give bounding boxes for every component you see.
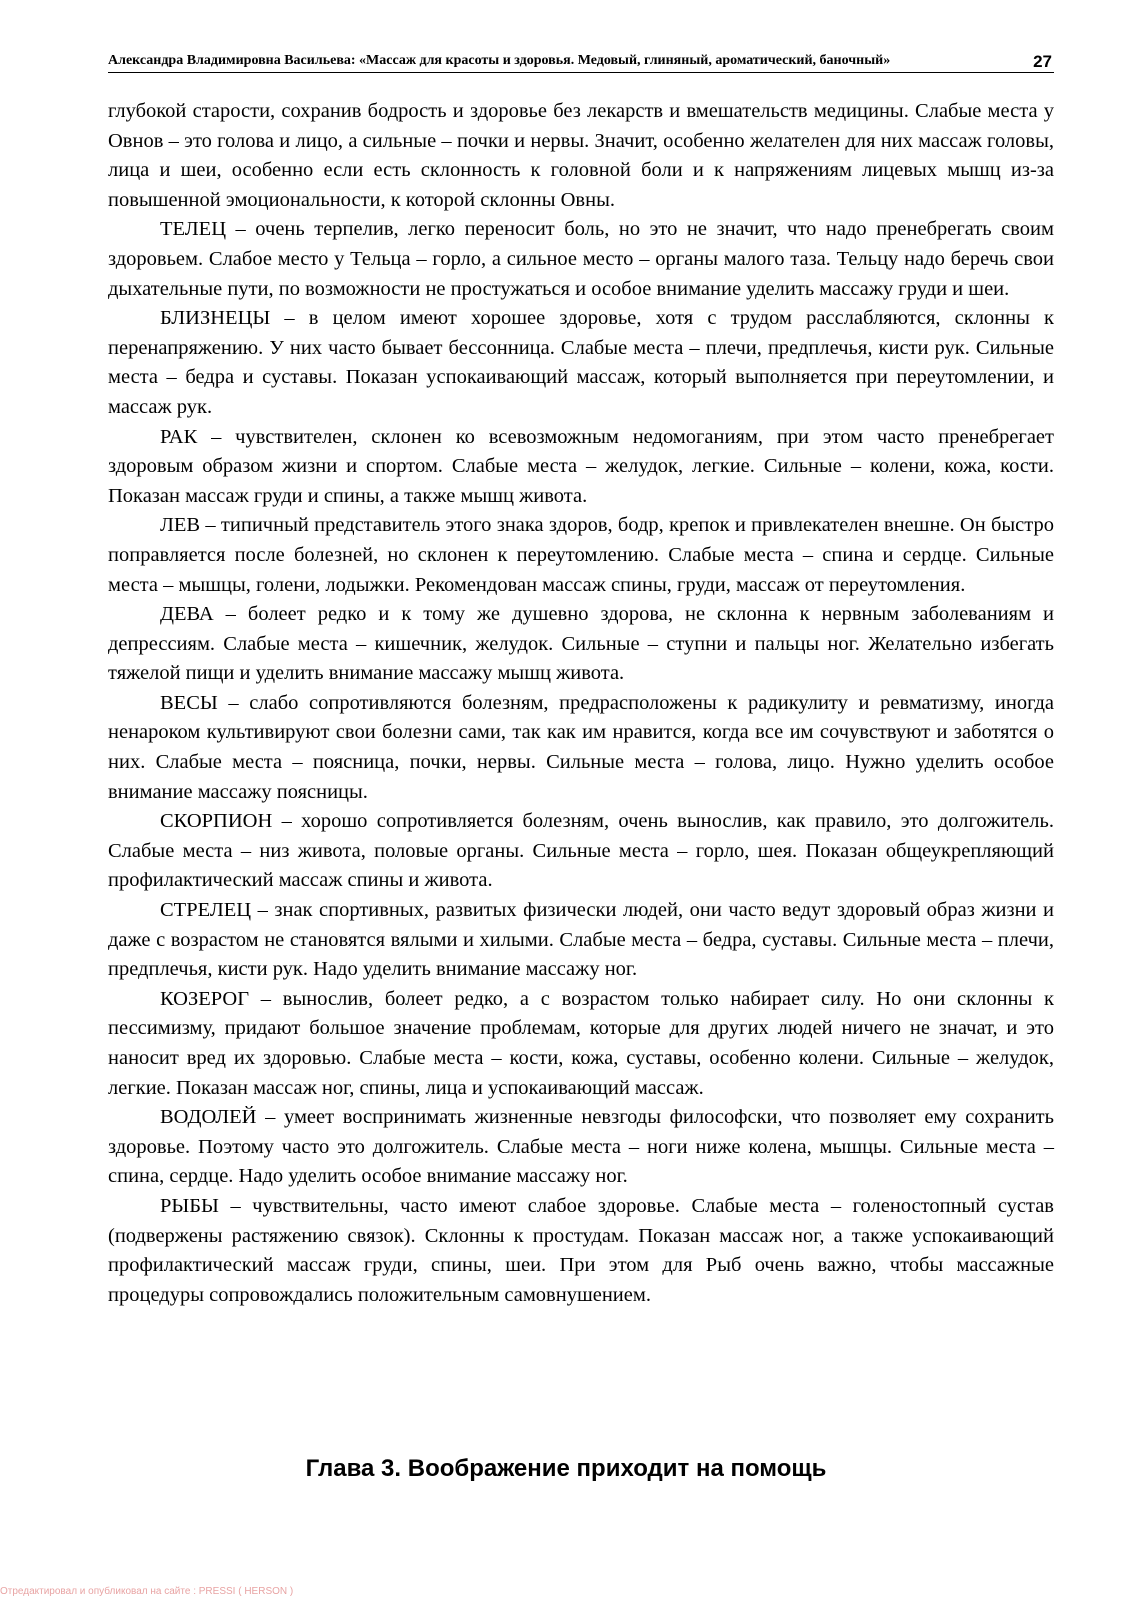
paragraph-libra: ВЕСЫ – слабо сопротивляются болезням, предрасположены к радикулиту и ревматизму, иногда ненароком культивируют свои болезни сами, так как им нравится, когда все им сочувствуют и заботятся о них. Слабые места – поясница, почки, нервы. Сильные места – голова, лицо. Нужно уделить особое внимание массажу поясницы. (108, 691, 1054, 803)
paragraph-sagittarius: СТРЕЛЕЦ – знак спортивных, развитых физически людей, они часто ведут здоровый образ жизни и даже с возрастом не становятся вялыми и хилыми. Слабые места – бедра, суставы. Сильные места – плечи, предплечья, кисти рук. Надо уделить внимание массажу ног. (108, 899, 1054, 981)
page-number: 27 (1033, 52, 1052, 71)
page-header (108, 52, 1054, 73)
paragraph-aries-continued: глубокой старости, сохранив бодрость и здоровье без лекарств и вмешательств медицины. Слабые места у Овнов – это голова и лицо, а сильные – почки и нервы. Значит, особенно желателен для них массаж головы, лица и шеи, особенно если есть склонность к головной боли и к напряжениям лицевых мышц из-за повышенной эмоциональности, к которой склонны Овны. (108, 100, 1054, 211)
paragraph-taurus: ТЕЛЕЦ – очень терпелив, легко переносит боль, но это не значит, что надо пренебрегать своим здоровьем. Слабое место у Тельца – горло, а сильное место – органы малого таза. Тельцу надо беречь свои дыхательные пути, по возможности не простужаться и особое внимание уделить массажу груди и шеи. (108, 218, 1054, 300)
paragraph-cancer: РАК – чувствителен, склонен ко всевозможным недомоганиям, при этом часто пренебрегает здоровым образом жизни и спортом. Слабые места – желудок, легкие. Сильные – колени, кожа, кости. Показан массаж груди и спины, а также мышц живота. (108, 425, 1054, 507)
paragraph-aquarius: ВОДОЛЕЙ – умеет воспринимать жизненные невзгоды философски, что позволяет ему сохранить здоровье. Поэтому часто это долгожитель. Слабые места – ноги ниже колена, мышцы. Сильные места – спина, сердце. Надо уделить особое внимание массажу ног. (108, 1106, 1054, 1188)
body-text (108, 97, 1054, 1310)
paragraph-leo: ЛЕВ – типичный представитель этого знака здоров, бодр, крепок и привлекателен внешне. Он быстро поправляется после болезней, но склонен к переутомлению. Слабые места – спина и сердце. Сильные места – мышцы, голени, лодыжки. Рекомендован массаж спины, груди, массаж от переутомления. (108, 514, 1054, 596)
paragraph-virgo: ДЕВА – болеет редко и к тому же душевно здорова, не склонна к нервным заболеваниям и депрессиям. Слабые места – кишечник, желудок. Сильные – ступни и пальцы ног. Желательно избегать тяжелой пищи и уделить внимание массажу мышц живота. (108, 603, 1054, 685)
paragraph-gemini: БЛИЗНЕЦЫ – в целом имеют хорошее здоровье, хотя с трудом расслабляются, склонны к перенапряжению. У них часто бывает бессонница. Слабые места – плечи, предплечья, кисти рук. Сильные места – бедра и суставы. Показан успокаивающий массаж, который выполняется при переутомлении, и массаж рук. (108, 307, 1054, 418)
book-title: Александра Владимировна Васильева: «Массаж для красоты и здоровья. Медовый, глиняный, ароматический, баночный» (108, 53, 891, 68)
paragraph-capricorn: КОЗЕРОГ – вынослив, болеет редко, а с возрастом только набирает силу. Но они склонны к пессимизму, придают большое значение проблемам, которые для других людей ничего не значат, и это наносит вред их здоровью. Слабые места – кости, кожа, суставы, особенно колени. Сильные – желудок, легкие. Показан массаж ног, спины, лица и успокаивающий массаж. (108, 987, 1054, 1099)
footer-note: Отредактировал и опубликовал на сайте : PRESSI ( HERSON ) (0, 1586, 294, 1597)
chapter-heading: Глава 3. Воображение приходит на помощь (305, 1455, 827, 1482)
paragraph-scorpio: СКОРПИОН – хорошо сопротивляется болезням, очень вынослив, как правило, это долгожитель. Слабые места – низ живота, половые органы. Сильные места – горло, шея. Показан общеукрепляющий профилактический массаж спины и живота. (108, 810, 1054, 892)
paragraph-pisces: РЫБЫ – чувствительны, часто имеют слабое здоровье. Слабые места – голеностопный сустав (подвержены растяжению связок). Склонны к простудам. Показан массаж ног, а также успокаивающий профилактический массаж груди, спины, шеи. При этом для Рыб очень важно, чтобы массажные процедуры сопровождались положительным самовнушением. (108, 1194, 1054, 1306)
